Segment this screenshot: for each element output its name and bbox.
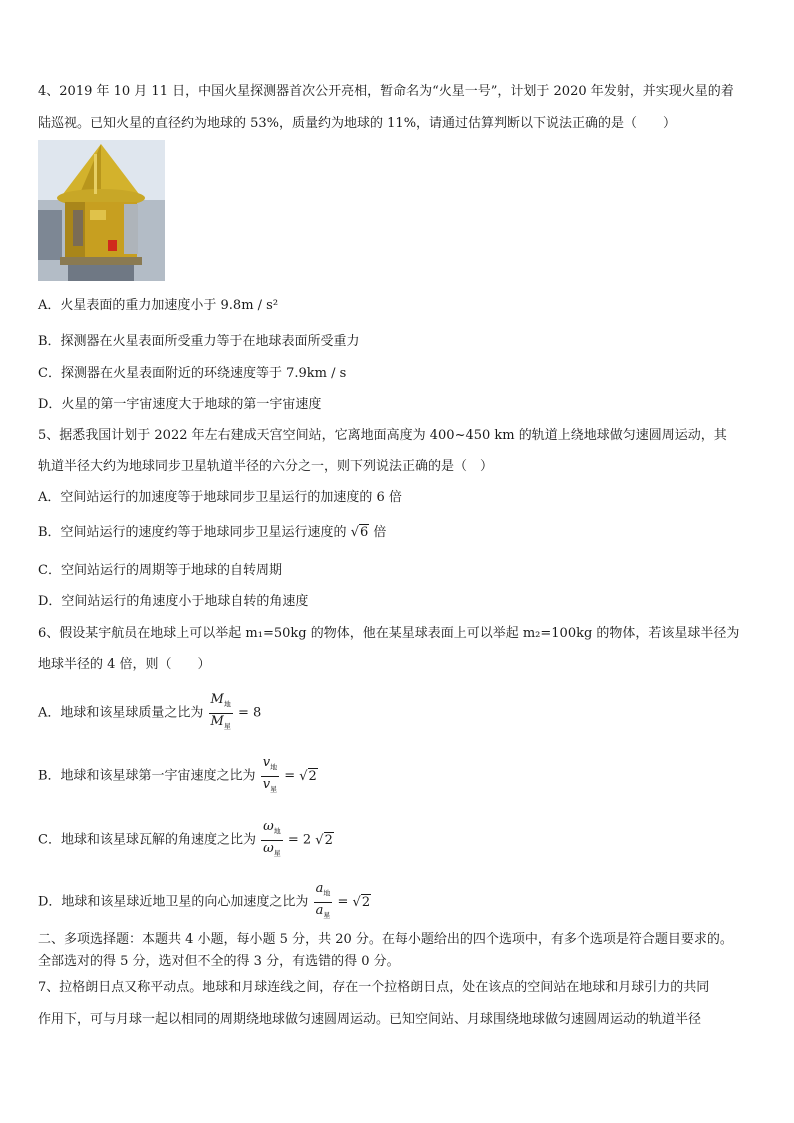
q6-option-d bbox=[38, 881, 371, 923]
q6-stem-line2: 地球半径的 4 倍，则（ ） bbox=[38, 657, 211, 672]
q7-stem-line1: 7、拉格朗日点又称平动点。地球和月球连线之间，存在一个拉格朗日点，处在该点的空间站在地球和月球引力的共同 bbox=[38, 980, 710, 995]
mars-probe-photo bbox=[38, 140, 165, 281]
q5-option-a: A．空间站运行的加速度等于地球同步卫星运行的加速度的 6 倍 bbox=[38, 490, 402, 505]
q6-option-d-equals: = bbox=[337, 894, 349, 910]
q4-option-c: C．探测器在火星表面附近的环绕速度等于 7.9km / s bbox=[38, 366, 347, 381]
q4-option-d: D．火星的第一宇宙速度大于地球的第一宇宙速度 bbox=[38, 397, 322, 412]
q5-option-c: C．空间站运行的周期等于地球的自转周期 bbox=[38, 563, 282, 578]
q4-stem-line2: 陆巡视。已知火星的直径约为地球的 53%，质量约为地球的 11%，请通过估算判断以下说法正确的是（ ） bbox=[38, 116, 677, 131]
q6-option-b-equals: = bbox=[284, 768, 296, 784]
q6-option-a-text: A．地球和该星球质量之比为 bbox=[38, 705, 204, 721]
q5-option-b-suffix: 倍 bbox=[373, 525, 387, 540]
q6-option-c-sqrt: √2 bbox=[315, 832, 333, 848]
q6-option-d-text: D．地球和该星球近地卫星的向心加速度之比为 bbox=[38, 894, 309, 910]
q6-option-b bbox=[38, 755, 318, 797]
q5-stem-line1: 5、据悉我国计划于 2022 年左右建成天宫空间站，它离地面高度为 400~450 km 的轨道上绕地球做匀速圆周运动，其 bbox=[38, 428, 727, 443]
mars-probe-illustration bbox=[38, 140, 165, 281]
q5-option-d: D．空间站运行的角速度小于地球自转的角速度 bbox=[38, 594, 309, 609]
q7-stem-line2: 作用下，可与月球一起以相同的周期绕地球做匀速圆周运动。已知空间站、月球围绕地球做匀速圆周运动的轨道半径 bbox=[38, 1012, 702, 1027]
q6-option-b-text: B．地球和该星球第一宇宙速度之比为 bbox=[38, 768, 256, 784]
q6-option-b-fraction: $\frac{v_地}{v_星}$ bbox=[262, 755, 278, 794]
q6-option-c bbox=[38, 819, 334, 861]
q5-stem-line2: 轨道半径大约为地球同步卫星轨道半径的六分之一，则下列说法正确的是（ ） bbox=[38, 459, 494, 474]
q5-option-b bbox=[38, 525, 386, 541]
q4-option-a: A．火星表面的重力加速度小于 9.8m / s² bbox=[38, 298, 279, 313]
q6-stem-line1: 6、假设某宇航员在地球上可以举起 m₁=50kg 的物体，他在某星球表面上可以举起 m₂=100kg 的物体，若该星球半径为 bbox=[38, 626, 740, 641]
q6-option-c-equals: = 2 bbox=[287, 832, 312, 848]
q6-option-d-fraction: $\frac{a_地}{a_星}$ bbox=[315, 881, 331, 920]
q6-option-c-text: C．地球和该星球瓦解的角速度之比为 bbox=[38, 832, 256, 848]
q6-option-d-sqrt: √2 bbox=[352, 894, 371, 910]
q5-option-b-sqrt: √6 bbox=[350, 525, 369, 540]
section2-heading-line2: 全部选对的得 5 分，选对但不全的得 3 分，有选错的得 0 分。 bbox=[38, 954, 400, 969]
q4-stem-line1: 4、2019 年 10 月 11 日，中国火星探测器首次公开亮相，暂命名为“火星一号”，计划于 2020 年发射，并实现火星的着 bbox=[38, 84, 734, 99]
q6-option-a bbox=[38, 692, 261, 734]
q6-option-c-fraction: $\frac{\omega_地}{\omega_星}$ bbox=[263, 819, 281, 858]
section2-heading-line1: 二、多项选择题：本题共 4 小题，每小题 5 分，共 20 分。在每小题给出的四个选项中，有多个选项是符合题目要求的。 bbox=[38, 932, 733, 947]
q6-option-a-value: = 8 bbox=[237, 705, 262, 721]
q6-option-a-fraction: $\frac{M_地}{M_星}$ bbox=[210, 692, 231, 731]
q5-option-b-text: B．空间站运行的速度约等于地球同步卫星运行速度的 bbox=[38, 525, 347, 540]
q4-option-b: B．探测器在火星表面所受重力等于在地球表面所受重力 bbox=[38, 334, 360, 349]
q6-option-b-sqrt: √2 bbox=[299, 768, 317, 784]
